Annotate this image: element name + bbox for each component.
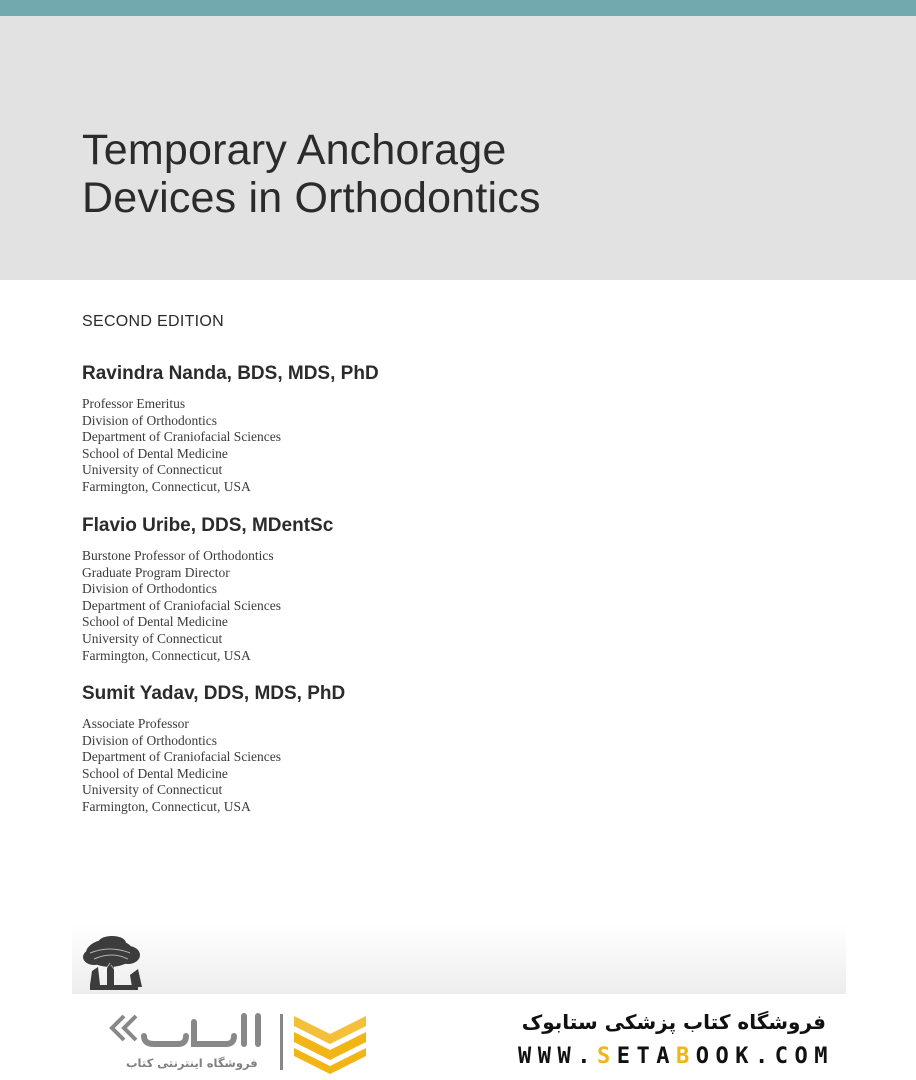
url-part: WWW.: [518, 1044, 598, 1069]
footer-store-title: فروشگاه کتاب پزشکی ستابوک: [521, 1010, 826, 1034]
affiliation-line: University of Connecticut: [82, 630, 223, 646]
url-part: OOK.COM: [695, 1044, 834, 1069]
affiliation-line: Department of Craniofacial Sciences: [82, 749, 282, 765]
footer-website-url[interactable]: [518, 1044, 834, 1069]
url-part-highlight: S: [597, 1044, 617, 1069]
author-name: Flavio Uribe, DDS, MDentSc: [82, 515, 334, 536]
affiliation-line: Department of Craniofacial Sciences: [82, 597, 282, 613]
chevron-double-left-icon: [112, 1016, 136, 1040]
affiliation-line: Farmington, Connecticut, USA: [82, 798, 251, 814]
affiliation-line: Division of Orthodontics: [82, 732, 217, 748]
book-title: [82, 126, 541, 222]
logo-subtitle: فروشگاه اینترنتی کتاب: [126, 1056, 258, 1070]
publisher-fade-strip: [72, 924, 846, 994]
url-part: ETA: [616, 1044, 677, 1069]
top-color-band: [0, 0, 916, 16]
author-name: Ravindra Nanda, BDS, MDS, PhD: [82, 363, 379, 384]
url-part-highlight: B: [676, 1044, 696, 1069]
author-affiliation: [82, 548, 333, 664]
book-title-line-2: Devices in Orthodontics: [82, 174, 541, 222]
book-title-line-1: Temporary Anchorage: [82, 126, 507, 174]
affiliation-line: School of Dental Medicine: [82, 445, 228, 461]
author-affiliation: [82, 396, 379, 496]
affiliation-line: Farmington, Connecticut, USA: [82, 647, 251, 663]
affiliation-line: School of Dental Medicine: [82, 765, 228, 781]
affiliation-line: University of Connecticut: [82, 782, 223, 798]
title-panel: [0, 16, 916, 280]
affiliation-line: Graduate Program Director: [82, 564, 230, 580]
author-block-nanda: [82, 362, 379, 496]
affiliation-line: Division of Orthodontics: [82, 412, 217, 428]
elsevier-tree-icon: [80, 935, 154, 993]
author-name: Sumit Yadav, DDS, MDS, PhD: [82, 683, 346, 704]
edition-label: SECOND EDITION: [82, 313, 224, 330]
affiliation-line: Associate Professor: [82, 716, 189, 731]
affiliation-line: Department of Craniofacial Sciences: [82, 429, 282, 445]
affiliation-line: Burstone Professor of Orthodontics: [82, 548, 274, 563]
affiliation-line: Division of Orthodontics: [82, 581, 217, 597]
author-block-uribe: [82, 514, 333, 664]
affiliation-line: School of Dental Medicine: [82, 614, 228, 630]
affiliation-line: Professor Emeritus: [82, 396, 186, 411]
affiliation-line: University of Connecticut: [82, 462, 223, 478]
author-affiliation: [82, 716, 345, 816]
affiliation-line: Farmington, Connecticut, USA: [82, 478, 251, 494]
author-block-yadav: [82, 682, 345, 816]
